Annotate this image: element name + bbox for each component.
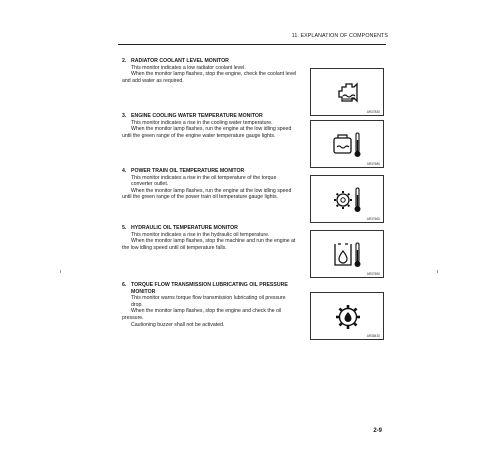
section-title: [122, 168, 298, 175]
figure-code: AR38430: [366, 334, 380, 338]
section-number: 5.: [122, 225, 127, 231]
monitor-symbol-box: [310, 68, 384, 116]
header-rule: [118, 44, 386, 45]
scan-mark: [60, 270, 61, 273]
section-hydraulic-oil-temperature: [122, 225, 298, 251]
figure-code: AR37830: [366, 110, 380, 114]
section-title-text: TORQUE FLOW TRANSMISSION LUBRICATING OIL PRESSURE MONITOR: [131, 282, 288, 295]
running-header: 11. EXPLANATION OF COMPONENTS: [291, 33, 388, 39]
section-title-text: POWER TRAIN OIL TEMPERATURE MONITOR: [131, 168, 245, 174]
section-title-text: HYDRAULIC OIL TEMPERATURE MONITOR: [131, 225, 238, 231]
monitor-symbol-box: [310, 292, 384, 340]
section-paragraph: This monitor indicates a rise in the oil temperature of the torque converter outlet.: [131, 174, 277, 188]
figure-code: AR37650: [366, 272, 380, 276]
section-paragraph: This monitor indicates a rise in the cooling water temperature.: [131, 119, 273, 126]
monitor-symbol-box: [310, 120, 384, 168]
monitor-symbol-box: [310, 230, 384, 278]
section-engine-water-temperature: [122, 113, 298, 139]
radiator-coolant-level-icon: [333, 78, 363, 108]
section-number: 2.: [122, 58, 127, 64]
section-number: 3.: [122, 113, 127, 119]
figure-code: AR37680: [366, 162, 380, 166]
section-paragraph: When the monitor lamp flashes, stop the engine, check the coolant level and add water as required.: [122, 71, 297, 84]
section-power-train-oil-temperature: [122, 168, 298, 201]
monitor-symbol-box: [310, 175, 384, 223]
section-paragraph: When the monitor lamp flashes, stop the machine and run the engine at the low idling speed until oil temperature falls.: [122, 238, 296, 251]
section-paragraph: This monitor indicates a rise in the hydraulic oil temperature.: [131, 231, 270, 238]
section-transmission-oil-pressure: [122, 282, 298, 328]
section-radiator-coolant: [122, 58, 298, 84]
page-number: 2-9: [373, 428, 382, 434]
figure-code: AR37660: [366, 217, 380, 221]
section-paragraph: This monitor indicates a low radiator coolant level.: [131, 64, 246, 71]
section-title-text: ENGINE COOLING WATER TEMPERATURE MONITOR: [131, 113, 263, 119]
section-title: [122, 113, 298, 120]
section-title: [122, 225, 298, 232]
power-train-oil-temperature-icon: [333, 185, 363, 215]
section-title: [122, 282, 298, 295]
section-paragraph: This monitor warns torque flow transmission lubricating oil pressure drop.: [131, 295, 286, 308]
engine-water-temperature-icon: [333, 130, 363, 160]
section-paragraph: When the monitor lamp flashes, stop the engine and check the oil pressure.: [122, 308, 282, 321]
section-number: 6.: [122, 282, 127, 288]
section-title: [122, 58, 298, 65]
hydraulic-oil-temperature-icon: [333, 240, 363, 270]
section-title-text: RADIATOR COOLANT LEVEL MONITOR: [131, 58, 229, 64]
section-paragraph: Cautioning buzzer shall not be activated.: [131, 321, 225, 328]
section-paragraph: When the monitor lamp flashes, run the engine at the low idling speed until the green range of the engine water temperature gauge lights.: [122, 126, 292, 139]
transmission-oil-pressure-icon: [333, 302, 363, 332]
section-number: 4.: [122, 168, 127, 174]
section-paragraph: When the monitor lamp flashes, run the engine at the low idling speed until the green range of the power train oil temperature gauge lights.: [122, 187, 292, 201]
scan-mark: [437, 270, 438, 273]
